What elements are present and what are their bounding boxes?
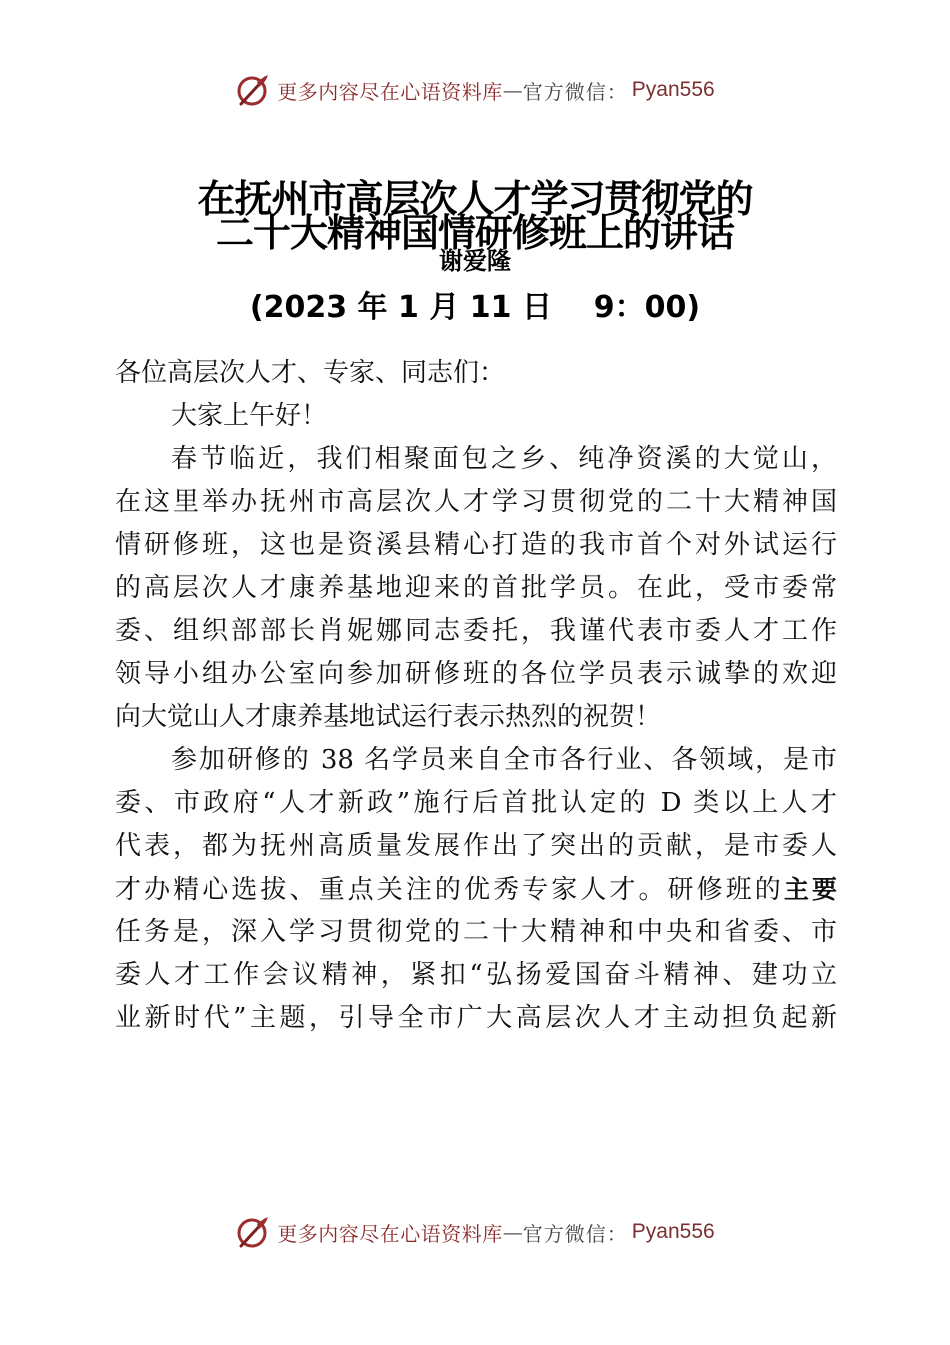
bold-line: 委人才工作会议精神，紧扣“弘扬爱国奋斗精神、建功立 — [115, 960, 837, 990]
bold-line: 任务是，深入学习贯彻党的二十大精神和中央和省委、市 — [115, 917, 837, 947]
body-line: 春节临近，我们相聚面包之乡、纯净资溪的大觉山， — [171, 444, 837, 474]
doc-body — [115, 352, 837, 1040]
banner-separator: — — [502, 78, 523, 102]
body-line: 在这里举办抚州市高层次人才学习贯彻党的二十大精神国 — [115, 487, 837, 517]
bold-text: 主要 — [783, 875, 837, 904]
body-line: 领导小组办公室向参加研修班的各位学员表示诚挚的欢迎 — [115, 659, 837, 689]
banner-wechat-label: 官方微信： — [522, 79, 628, 104]
banner-wechat-label: 官方微信： — [522, 1221, 628, 1246]
body-line: 参加研修的 38 名学员来自全市各行业、各领域，是市 — [171, 745, 837, 775]
doc-author: 谢爱隆 — [439, 247, 511, 275]
body-line: 委、组织部部长肖妮娜同志委托，我谨代表市委人才工作 — [115, 616, 837, 646]
greeting: 大家上午好！ — [171, 401, 328, 431]
quill-logo-icon — [235, 72, 271, 108]
salutation: 各位高层次人才、专家、同志们： — [115, 358, 506, 388]
header-banner — [0, 70, 950, 110]
body-line: 情研修班，这也是资溪县精心打造的我市首个对外试运行 — [115, 530, 837, 560]
banner-separator: — — [502, 1220, 523, 1244]
quill-logo-icon — [235, 1214, 271, 1250]
bold-line: 业新时代”主题，引导全市广大高层次人才主动担负起新 — [115, 1003, 837, 1033]
banner-wechat-id: Pyan556 — [631, 1220, 715, 1243]
body-line — [115, 868, 837, 911]
doc-title-line1: 在抚州市高层次人才学习贯彻党的 — [197, 177, 753, 221]
doc-title-line2: 二十大精神国情研修班上的讲话 — [215, 211, 734, 255]
banner-wechat-id: Pyan556 — [631, 78, 715, 101]
banner-text: 更多内容尽在心语资料库 — [277, 1221, 503, 1246]
banner-text: 更多内容尽在心语资料库 — [277, 79, 503, 104]
body-line: 委、市政府“人才新政”施行后首批认定的 D 类以上人才 — [115, 788, 837, 818]
body-line: 代表，都为抚州高质量发展作出了突出的贡献，是市委人 — [115, 831, 837, 861]
footer-banner — [0, 1212, 950, 1252]
body-line: 的高层次人才康养基地迎来的首批学员。在此，受市委常 — [115, 573, 837, 603]
doc-date: (2023 年 1 月 11 日 9：00) — [249, 290, 701, 325]
body-line: 向大觉山人才康养基地试运行表示热烈的祝贺！ — [115, 702, 662, 732]
body-line-part: 才办精心选拔、重点关注的优秀专家人才。研修班的 — [115, 875, 784, 905]
